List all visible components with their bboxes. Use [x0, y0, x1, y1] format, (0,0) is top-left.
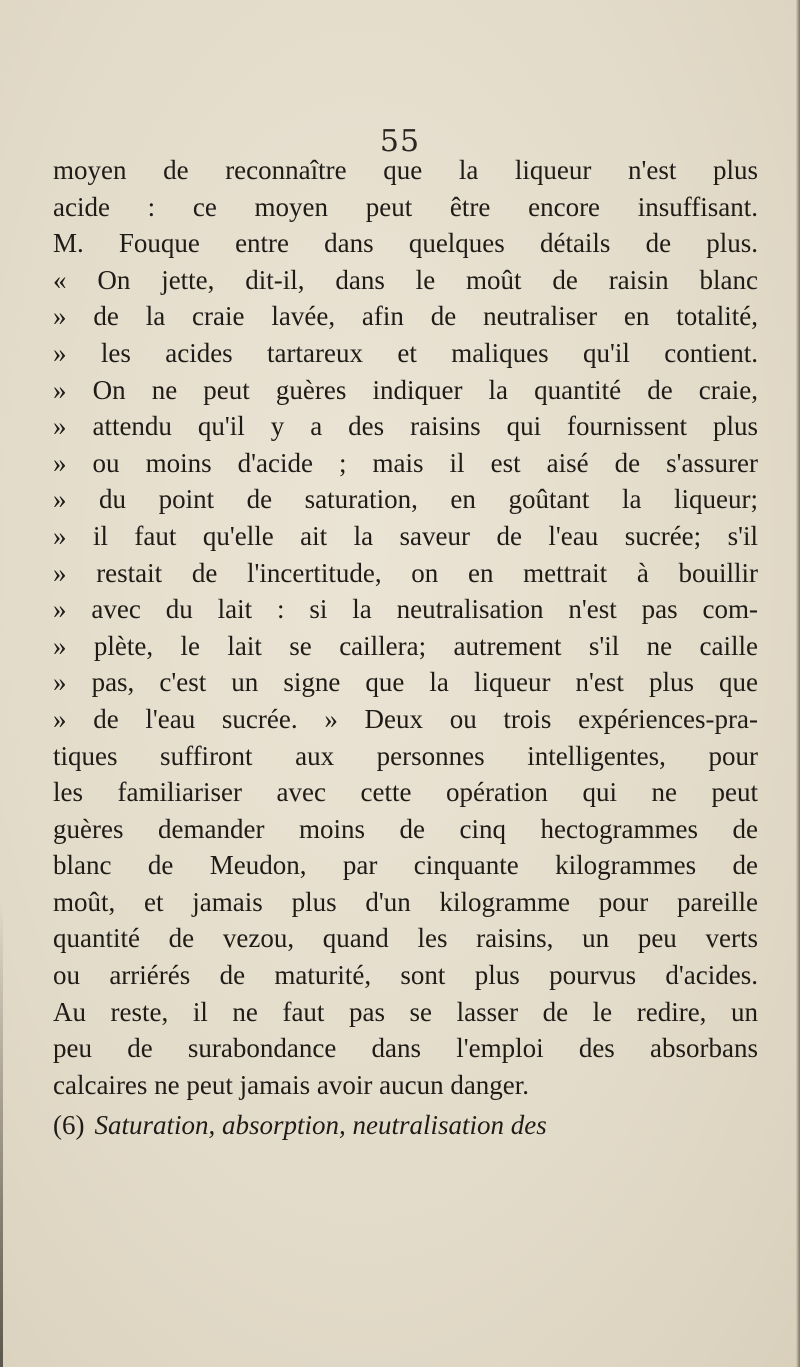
text-line: » On ne peut guères indiquer la quantité de craie,: [53, 374, 758, 405]
text-line: tiques suffiront aux personnes intelligentes, pour: [53, 740, 758, 771]
text-line: » ou moins d'acide ; mais il est aisé de s'assurer: [53, 447, 758, 478]
footnote-text: Saturation, absorption, neutralisation des: [94, 1110, 547, 1141]
text-line: acide : ce moyen peut être encore insuffisant.: [53, 191, 758, 222]
text-line: » attendu qu'il y a des raisins qui fournissent plus: [53, 411, 758, 442]
text-line: blanc de Meudon, par cinquante kilogrammes de: [53, 850, 758, 881]
text-line: peu de surabondance dans l'emploi des absorbans: [53, 1033, 758, 1064]
footnote: [53, 1105, 758, 1145]
text-line: guères demander moins de cinq hectogrammes de: [53, 813, 758, 844]
text-line: calcaires ne peut jamais avoir aucun danger.: [53, 1069, 530, 1100]
page-edge-right: [796, 0, 800, 1367]
text-line: moyen de reconnaître que la liqueur n'est plus: [53, 155, 758, 185]
text-line: » du point de saturation, en goûtant la liqueur;: [53, 484, 758, 515]
text-line: » de la craie lavée, afin de neutraliser en totalité,: [53, 301, 758, 332]
text-line: M. Fouque entre dans quelques détails de plus.: [53, 228, 758, 259]
text-line: « On jette, dit-il, dans le moût de raisin blanc: [53, 264, 758, 295]
text-line: » les acides tartareux et maliques qu'il contient.: [53, 337, 758, 368]
text-line: moût, et jamais plus d'un kilogramme pour pareille: [53, 886, 758, 917]
footnote-number: (6): [53, 1110, 85, 1141]
text-line: Au reste, il ne faut pas se lasser de le redire, un: [53, 996, 758, 1027]
text-line: » de l'eau sucrée. » Deux ou trois expériences-pra-: [53, 703, 758, 734]
text-line: » avec du lait : si la neutralisation n'est pas com-: [53, 594, 758, 625]
text-line: ou arriérés de maturité, sont plus pourvus d'acides.: [53, 960, 758, 991]
text-line: » pas, c'est un signe que la liqueur n'est plus que: [53, 667, 758, 698]
text-line: » restait de l'incertitude, on en mettrait à bouillir: [53, 557, 758, 588]
page-number: 55: [379, 124, 421, 159]
text-line: » plète, le lait se caillera; autrement s'il ne caille: [53, 630, 758, 661]
text-line: quantité de vezou, quand les raisins, un peu verts: [53, 923, 758, 954]
text-line: » il faut qu'elle ait la saveur de l'eau sucrée; s'il: [53, 520, 758, 551]
page-edge-left: [0, 900, 3, 1367]
text-line: les familiariser avec cette opération qui ne peut: [53, 777, 758, 808]
body-text: [53, 152, 758, 1145]
